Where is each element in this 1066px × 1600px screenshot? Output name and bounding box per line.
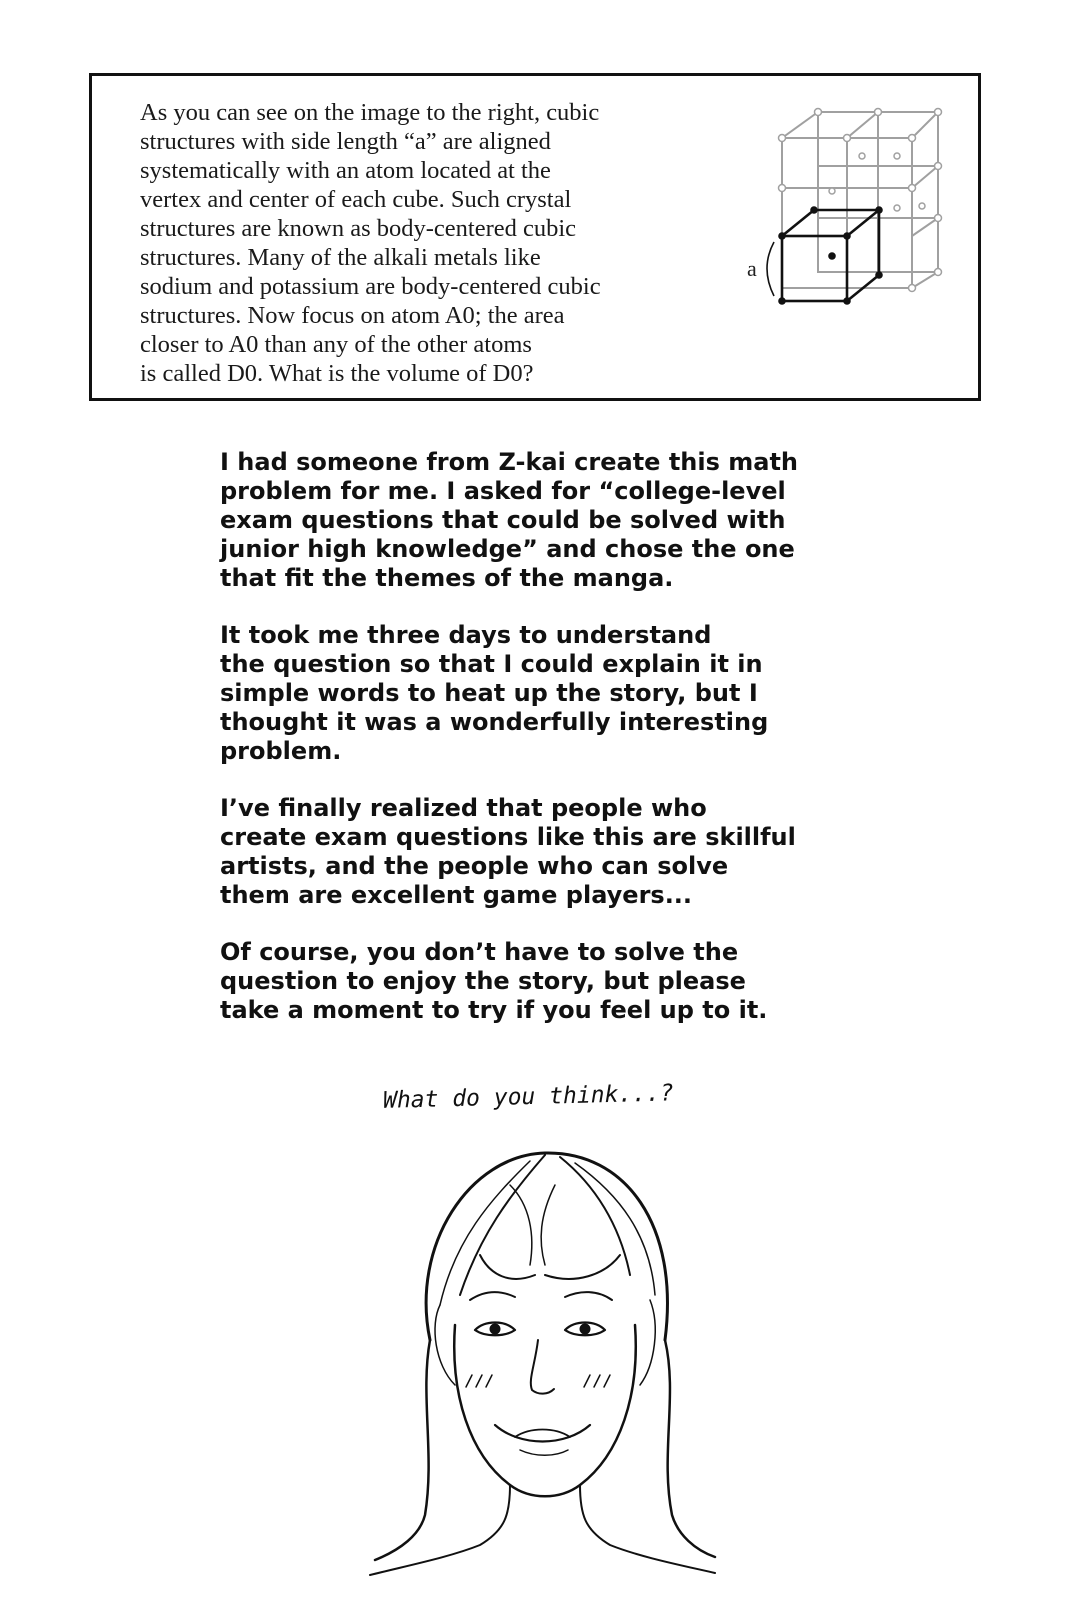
note-paragraph: Of course, you don’t have to solve the question to enjoy the story, but please take a moment to try if you feel up to it. <box>220 938 768 1024</box>
lattice-gray-atoms <box>779 109 942 292</box>
author-portrait-drawing <box>360 1125 720 1585</box>
problem-box <box>89 73 981 401</box>
side-length-arc <box>767 242 774 296</box>
side-length-label: a <box>747 256 757 281</box>
handwritten-caption: What do you think...? <box>382 1080 675 1114</box>
note-paragraph: I had someone from Z-kai create this math problem for me. I asked for “college-level exam questions that could be solved with junior high knowledge” and chose the one that fit the themes of the manga. <box>220 448 799 592</box>
author-notes <box>220 448 820 1053</box>
note-paragraph: It took me three days to understand the question so that I could explain it in simple words to heat up the story, but I thought it was a wonderfully interesting problem. <box>220 621 769 765</box>
note-paragraph: I’ve finally realized that people who create exam questions like this are skillful artists, and the people who can solve them are excellent game players... <box>220 794 796 909</box>
bcc-lattice-diagram <box>722 96 952 311</box>
problem-text: As you can see on the image to the right, cubic structures with side length “a” are aligned systematically with an atom located at the vertex and center of each cube. Such crystal structures are known as body-centered cubic structures. Many of the alkali metals like sodium and potassium are body-centered cubic structures. Now focus on atom A0; the area closer to A0 than any of the other atoms is called D0. What is the volume of D0? <box>140 99 601 387</box>
center-atom-a0 <box>828 252 836 260</box>
